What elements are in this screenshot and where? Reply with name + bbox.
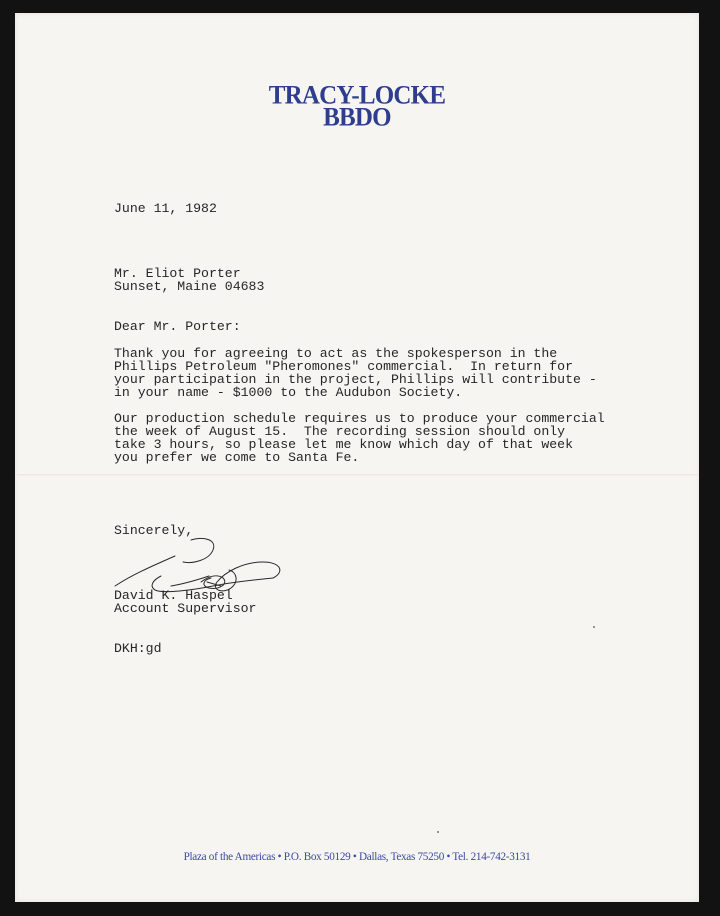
paragraph-2-line: take 3 hours, so please let me know which day of that week [114,437,573,452]
sender-title: Account Supervisor [114,601,257,616]
paper-speck [437,831,439,833]
paragraph-2-line: Our production schedule requires us to produce your commercial [114,411,605,426]
page-fold-line [15,474,699,476]
letterhead-footer-address: Plaza of the Americas • P.O. Box 50129 • Dallas, Texas 75250 • Tel. 214-742-3131 [183,851,531,863]
paragraph-1-line: in your name - $1000 to the Audubon Society. [114,385,463,400]
paragraph-1-line: your participation in the project, Phillips will contribute - [114,372,597,387]
letterhead-logo [15,81,699,132]
closing: Sincerely, [114,523,194,538]
paragraph-1-line: Thank you for agreeing to act as the spokesperson in the [114,346,558,361]
letterhead-line-1: TRACY-LOCKE [268,81,446,110]
sender-name: David K. Haspel [114,588,233,603]
letter-page [15,13,699,902]
paragraph-2-line: the week of August 15. The recording session should only [114,424,566,439]
reference-initials: DKH:gd [114,641,162,656]
recipient-name: Mr. Eliot Porter [114,266,241,281]
letterhead-line-2: BBDO [323,103,391,132]
salutation: Dear Mr. Porter: [114,319,241,334]
recipient-address: Sunset, Maine 04683 [114,279,265,294]
letter-date: June 11, 1982 [114,201,217,216]
paragraph-2-line: you prefer we come to Santa Fe. [114,450,360,465]
paragraph-1-line: Phillips Petroleum "Pheromones" commercial. In return for [114,359,573,374]
paper-speck [593,626,595,628]
